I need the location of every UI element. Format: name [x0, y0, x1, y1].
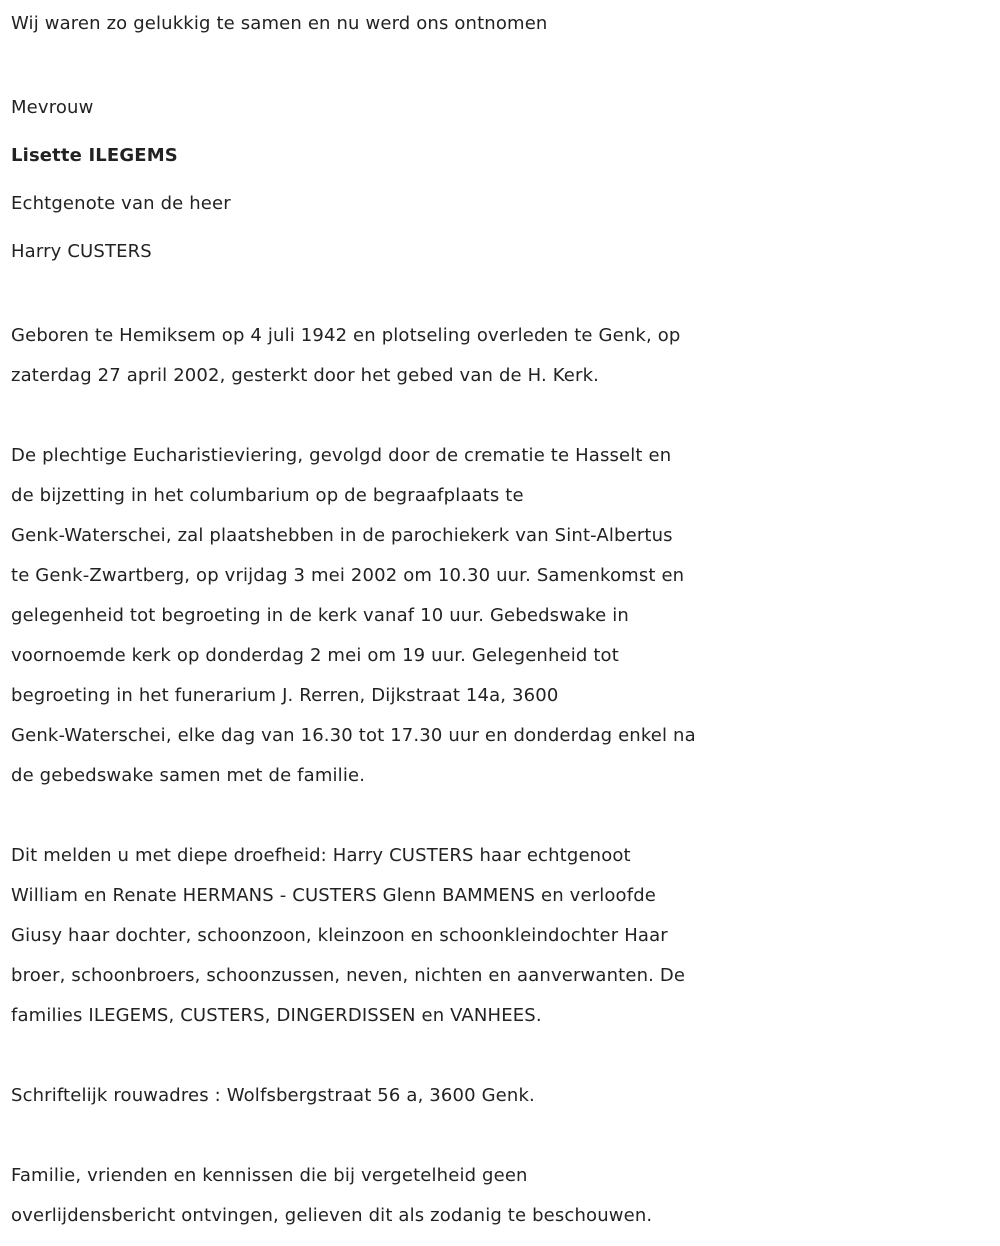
paragraph-line: overlijdensbericht ontvingen, gelieven dit als zodanig te beschouwen. — [11, 1205, 653, 1226]
spouse-name: Harry CUSTERS — [11, 241, 152, 262]
paragraph-line: De plechtige Eucharistieviering, gevolgd door de crematie te Hasselt en — [11, 445, 672, 466]
deceased-name: Lisette ILEGEMS — [11, 145, 178, 166]
paragraph-line: Genk-Waterschei, zal plaatshebben in de parochiekerk van Sint-Albertus — [11, 525, 673, 546]
spacer — [11, 796, 996, 836]
deceased-section — [11, 84, 996, 276]
paragraph-line: Familie, vrienden en kennissen die bij vergetelheid geen — [11, 1165, 528, 1186]
relation-line: Echtgenote van de heer — [11, 193, 231, 214]
closing-paragraph — [11, 1156, 996, 1236]
paragraph-line: gelegenheid tot begroeting in de kerk vanaf 10 uur. Gebedswake in — [11, 605, 629, 626]
paragraph-line: de bijzetting in het columbarium op de begraafplaats te — [11, 485, 524, 506]
spacer — [11, 1116, 996, 1156]
paragraph-line: Giusy haar dochter, schoonzoon, kleinzoon en schoonkleindochter Haar — [11, 925, 668, 946]
paragraph-line: Genk-Waterschei, elke dag van 16.30 tot 17.30 uur en donderdag enkel na — [11, 725, 696, 746]
mourning-address: Schriftelijk rouwadres : Wolfsbergstraat 56 a, 3600 Genk. — [11, 1085, 535, 1106]
paragraph-line: te Genk-Zwartberg, op vrijdag 3 mei 2002 om 10.30 uur. Samenkomst en — [11, 565, 685, 586]
spacer — [11, 396, 996, 436]
paragraph-line: Geboren te Hemiksem op 4 juli 1942 en plotseling overleden te Genk, op — [11, 325, 681, 346]
opening-line: Wij waren zo gelukkig te samen en nu werd ons ontnomen — [11, 13, 548, 34]
paragraph-line: broer, schoonbroers, schoonzussen, neven, nichten en aanverwanten. De — [11, 965, 686, 986]
address-paragraph — [11, 1076, 996, 1116]
paragraph-line: de gebedswake samen met de familie. — [11, 765, 366, 786]
family-paragraph — [11, 836, 996, 1036]
death-notice — [11, 0, 996, 1236]
paragraph-line: begroeting in het funerarium J. Rerren, Dijkstraat 14a, 3600 — [11, 685, 559, 706]
paragraph-line: zaterdag 27 april 2002, gesterkt door het gebed van de H. Kerk. — [11, 365, 600, 386]
spacer — [11, 276, 996, 316]
paragraph-line: families ILEGEMS, CUSTERS, DINGERDISSEN en VANHEES. — [11, 1005, 542, 1026]
paragraph-line: William en Renate HERMANS - CUSTERS Glenn BAMMENS en verloofde — [11, 885, 657, 906]
spacer — [11, 1036, 996, 1076]
spacer — [11, 44, 996, 84]
ceremony-paragraph — [11, 436, 996, 796]
paragraph-line: Dit melden u met diepe droefheid: Harry CUSTERS haar echtgenoot — [11, 845, 631, 866]
paragraph-line: voornoemde kerk op donderdag 2 mei om 19 uur. Gelegenheid tot — [11, 645, 619, 666]
opening-section — [11, 0, 996, 44]
salutation: Mevrouw — [11, 97, 94, 118]
birth-death-paragraph — [11, 316, 996, 396]
